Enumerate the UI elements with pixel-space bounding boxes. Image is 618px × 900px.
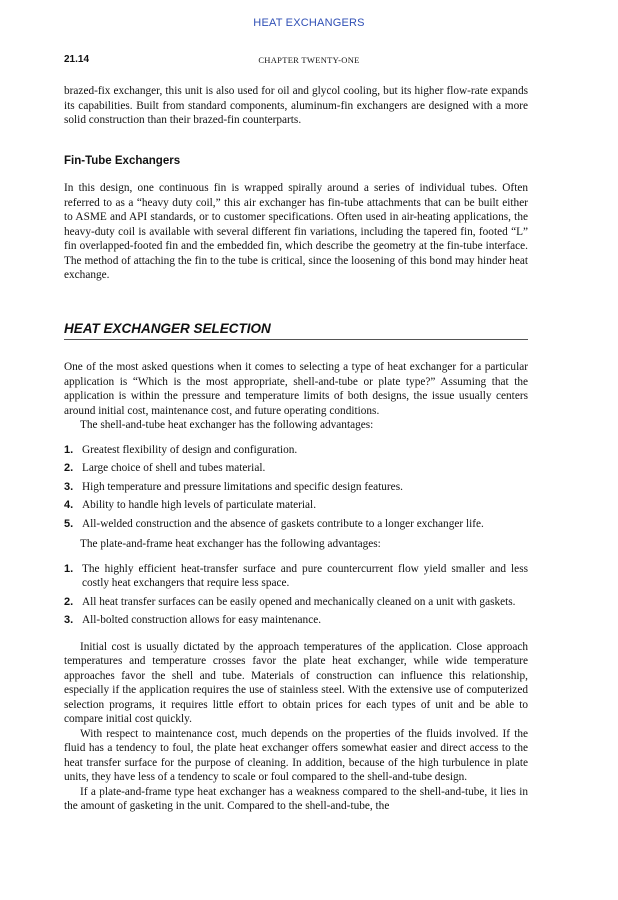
list-number: 2. (64, 595, 74, 608)
list-item (64, 562, 528, 591)
page-body (64, 84, 528, 814)
list-text: Large choice of shell and tubes material. (82, 462, 266, 474)
section-title: HEAT EXCHANGER SELECTION (64, 322, 528, 341)
selection-paragraph: One of the most asked questions when it comes to selecting a type of heat exchanger for a particular application is “Which is the most appropriate, shell-and-tube or plate type?” Assuming that the application is within the pressure and temperature limits of both designs, the issue usually centers around initial cost, maintenance cost, and future operating conditions. (64, 361, 528, 417)
list-item (64, 461, 528, 476)
list-number: 1. (64, 562, 74, 575)
weakness-paragraph: If a plate-and-frame type heat exchanger has a weakness compared to the shell-and-tube, it lies in the amount of gasketing in the unit. Compared to the shell-and-tube, the (64, 785, 528, 812)
list-text: Ability to handle high levels of particulate material. (82, 499, 317, 511)
list-item (64, 595, 528, 610)
list-text: High temperature and pressure limitations and specific design features. (82, 480, 403, 493)
list-item (64, 498, 528, 513)
fin-tube-paragraph: In this design, one continuous fin is wrapped spirally around a series of individual tubes. Often referred to as a “heavy duty coil,” this air exchanger has fin-tube attachments that can be built either to ASME and API standards, or to customer specifications. Often used in air-heating applications, the heavy-duty coil is available with several different fin variations, including the tapered fin, footed “L” fin overlapped-footed fin and the embedded fin, which describe the geometry at the fin-tube interface. The method of attaching the fin to the tube is critical, since the loosening of this bond may hinder heat exchange. (64, 182, 528, 281)
list-text: All-bolted construction allows for easy maintenance. (82, 614, 322, 626)
list-item (64, 613, 528, 628)
list-text: The highly efficient heat-transfer surface and pure countercurrent flow yield smaller and less costly heat exchangers that require less space. (82, 562, 528, 589)
list-item (64, 443, 528, 458)
list-item (64, 480, 528, 495)
chapter-label: CHAPTER TWENTY-ONE (258, 55, 360, 65)
maintenance-paragraph: With respect to maintenance cost, much depends on the properties of the fluids involved. If the fluid has a tendency to foul, the plate heat exchanger offers somewhat easier and direct access to the heat transfer surface for the purpose of cleaning. In addition, because of the high turbulence in plate units, they have less of a tendency to scale or foul compared to the shell-and-tube design. (64, 727, 528, 783)
plate-intro: The plate-and-frame heat exchanger has the following advantages: (80, 538, 381, 550)
list-text: All-welded construction and the absence of gaskets contribute to a longer exchanger life. (82, 517, 484, 530)
shell-intro: The shell-and-tube heat exchanger has the following advantages: (80, 419, 374, 431)
intro-paragraph: brazed-fix exchanger, this unit is also used for oil and glycol cooling, but its higher flow-rate expands its capabilities. Built from standard components, aluminum-fin exchangers are designed with a more solid construction than their brazed-fin counterparts. (64, 85, 528, 126)
list-number: 1. (64, 443, 74, 456)
cost-paragraph: Initial cost is usually dictated by the approach temperatures of the application. Close approach temperatures and temperature crosses favor the plate heat exchanger, while wide temperature approaches favor the shell and tube. Materials of construction can influence this relationship, especially if the application requires the use of stainless steel. With the extensive use of computerized selection programs, it requires little effort to obtain prices for each types of unit and be able to compare initial cost quickly. (64, 640, 528, 725)
running-head: HEAT EXCHANGERS (253, 17, 365, 29)
shell-advantages-list (64, 443, 528, 532)
page-number: 21.14 (64, 54, 90, 65)
list-text: All heat transfer surfaces can be easily opened and mechanically cleaned on a unit with gaskets. (82, 595, 516, 608)
list-number: 3. (64, 614, 74, 626)
list-text: Greatest flexibility of design and configuration. (82, 443, 298, 456)
fin-tube-heading: Fin-Tube Exchangers (64, 154, 181, 167)
list-item (64, 517, 528, 532)
list-number: 3. (64, 480, 74, 493)
list-number: 2. (64, 462, 74, 474)
list-number: 4. (64, 499, 74, 511)
plate-advantages-list (64, 562, 528, 628)
list-number: 5. (64, 517, 74, 530)
